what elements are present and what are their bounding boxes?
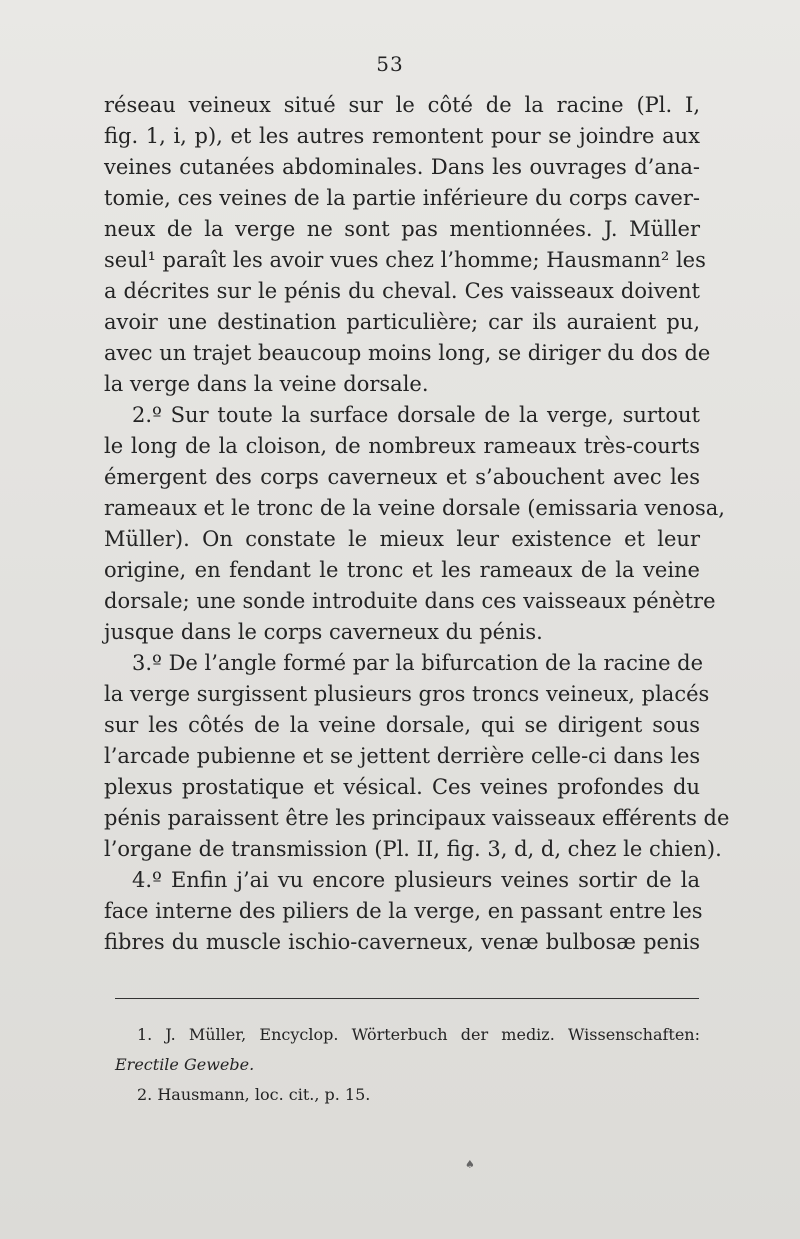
text-line: fig. 1, i, p), et les autres remontent pour se joindre aux — [104, 124, 700, 148]
footnote-1: 1. J. Müller, Encyclop. Wörterbuch der mediz. Wissenschaften: — [137, 1025, 700, 1044]
paragraph-2-start: 2.º Sur toute la surface dorsale de la verge, surtout — [132, 403, 700, 427]
text-line: plexus prostatique et vésical. Ces veines profondes du — [104, 775, 700, 799]
footnote-2: 2. Hausmann, loc. cit., p. 15. — [137, 1085, 371, 1104]
text-line: Müller). On constate le mieux leur existence et leur — [104, 527, 700, 551]
text-line: face interne des piliers de la verge, en passant entre les — [104, 899, 703, 923]
text-line: réseau veineux situé sur le côté de la racine (Pl. I, — [104, 93, 700, 117]
text-line: fibres du muscle ischio-caverneux, venæ bulbosæ penis — [104, 930, 700, 954]
page-number: 53 — [376, 52, 404, 76]
text-line: jusque dans le corps caverneux du pénis. — [104, 620, 543, 644]
text-line: avec un trajet beaucoup moins long, se diriger du dos de — [104, 341, 711, 365]
text-line: l’organe de transmission (Pl. II, fig. 3, d, d, chez le chien). — [104, 837, 722, 861]
text-line: sur les côtés de la veine dorsale, qui se dirigent sous — [104, 713, 700, 737]
text-line: tomie, ces veines de la partie inférieure du corps caver- — [104, 186, 700, 210]
text-line: seul¹ paraît les avoir vues chez l’homme; Hausmann² les — [104, 248, 706, 272]
text-line: origine, en fendant le tronc et les rameaux de la veine — [104, 558, 700, 582]
text-line: pénis paraissent être les principaux vaisseaux efférents de — [104, 806, 730, 830]
text-line: avoir une destination particulière; car ils auraient pu, — [104, 310, 700, 334]
text-line: rameaux et le tronc de la veine dorsale (emissaria venosa, — [104, 496, 725, 520]
text-line: le long de la cloison, de nombreux rameaux très-courts — [104, 434, 700, 458]
text-line: a décrites sur le pénis du cheval. Ces vaisseaux doivent — [104, 279, 700, 303]
text-line: dorsale; une sonde introduite dans ces vaisseaux pénètre — [104, 589, 716, 613]
text-line: neux de la verge ne sont pas mentionnées. J. Müller — [104, 217, 700, 241]
paragraph-4-start: 4.º Enfin j’ai vu encore plusieurs veines sortir de la — [132, 868, 700, 892]
text-line: la verge dans la veine dorsale. — [104, 372, 429, 396]
footnote-rule — [115, 998, 699, 999]
text-line: émergent des corps caverneux et s’abouchent avec les — [104, 465, 700, 489]
paragraph-3-start: 3.º De l’angle formé par la bifurcation de la racine de — [132, 651, 704, 675]
footnote-1-continuation: Erectile Gewebe. — [115, 1055, 255, 1074]
text-line: l’arcade pubienne et se jettent derrière celle-ci dans les — [104, 744, 701, 768]
ink-smudge: ♠ — [465, 1158, 475, 1171]
text-line: veines cutanées abdominales. Dans les ouvrages d’ana- — [104, 155, 700, 179]
footnotes — [115, 1020, 700, 1110]
body-text — [104, 90, 730, 958]
text-line: la verge surgissent plusieurs gros troncs veineux, placés — [104, 682, 710, 706]
